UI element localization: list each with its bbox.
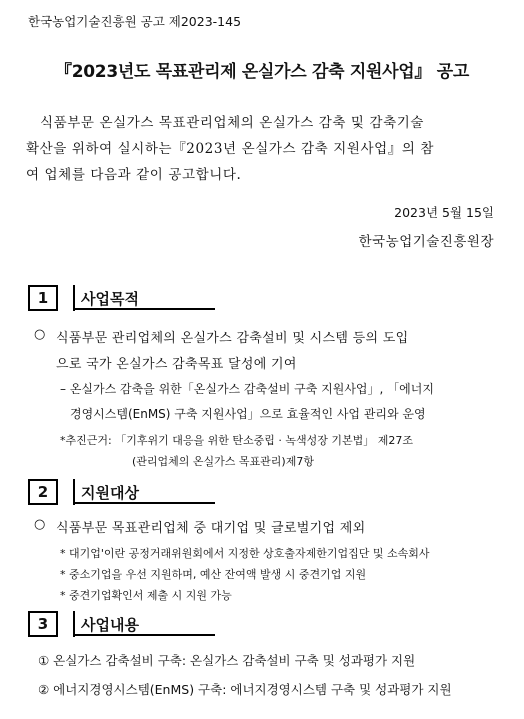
section-1-sub-2: 경영시스템(EnMS) 구축 지원사업」으로 효율적인 사업 관리와 운영 [70,407,426,421]
section-3-number: 3 [28,611,58,637]
section-3-item-2: ② 에너지경영시스템(EnMS) 구축: 에너지경영시스템 구축 및 성과평가 지원 [38,682,452,697]
section-2-title: 지원대상 [81,484,139,502]
intro-line-1: 식품부문 온실가스 목표관리업체의 온실가스 감축 및 감축기술 [40,115,425,131]
section-1-title: 사업목적 [81,290,139,308]
section-2-note-3: * 중견기업확인서 제출 시 지원 가능 [60,589,232,602]
section-2-bullet: ○ [34,517,46,532]
section-3-underline [75,634,215,636]
section-1-sub-1: – 온실가스 감축을 위한「온실가스 감축설비 구축 지원사업」, 「에너지 [60,382,434,396]
section-1-note-2: (관리업체의 온실가스 목표관리)제7항 [132,455,314,468]
section-2-number: 2 [28,479,58,505]
page-title: 『2023년도 목표관리제 온실가스 감축 지원사업』 공고 [55,62,469,82]
section-2-underline [75,502,215,504]
issuer-name: 한국농업기술진흥원장 [358,234,494,250]
section-1-line-2: 으로 국가 온실가스 감축목표 달성에 기여 [56,357,297,372]
section-1-underline [75,308,215,310]
section-3-item-1: ① 온실가스 감축설비 구축: 온실가스 감축설비 구축 및 성과평가 지원 [38,653,416,668]
section-1-bullet: ○ [34,327,46,342]
notice-number: 한국농업기술진흥원 공고 제2023-145 [28,14,242,29]
intro-line-3: 여 업체를 다음과 같이 공고합니다. [26,167,242,183]
notice-date: 2023년 5월 15일 [394,205,494,220]
section-2-note-1: * 대기업'이란 공정거래위원회에서 지정한 상호출자제한기업집단 및 소속회사 [60,547,430,560]
section-3-title: 사업내용 [81,616,139,634]
intro-line-2: 확산을 위하여 실시하는『2023년 온실가스 감축 지원사업』의 참 [26,141,435,157]
section-1-line-1: 식품부문 관리업체의 온실가스 감축설비 및 시스템 등의 도입 [56,331,409,346]
section-1-number: 1 [28,285,58,311]
section-1-note-1: *추진근거: 「기후위기 대응을 위한 탄소중립 · 녹색성장 기본법」 제27조 [60,434,413,447]
section-2-note-2: * 중소기업을 우선 지원하며, 예산 잔여액 발생 시 중견기업 지원 [60,568,367,581]
section-2-line-1: 식품부문 목표관리업체 중 대기업 및 글로벌기업 제외 [56,521,366,536]
